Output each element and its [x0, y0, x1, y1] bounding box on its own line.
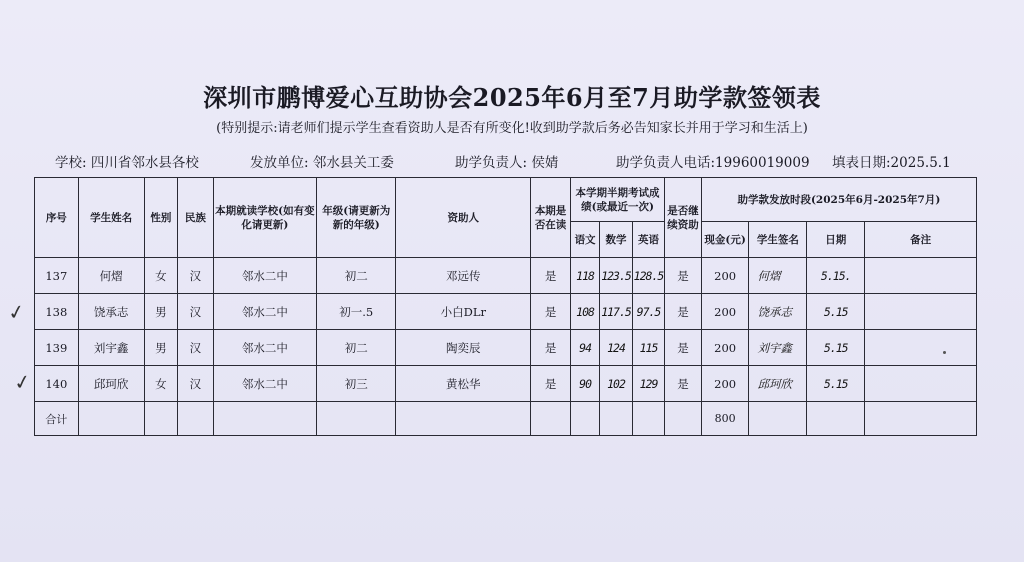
empty-cell	[632, 402, 664, 436]
empty-cell	[749, 402, 807, 436]
cell-sign-date: 5.15	[807, 294, 865, 330]
empty-cell	[144, 402, 177, 436]
cell-signature: 刘宇鑫	[749, 330, 807, 366]
cell-ethnicity: 汉	[178, 258, 214, 294]
cell-chinese: 108	[570, 294, 599, 330]
header-gender: 性别	[144, 178, 177, 258]
cell-name: 何熠	[78, 258, 144, 294]
header-amount: 现金(元)	[701, 222, 749, 258]
cell-math: 117.5	[600, 294, 632, 330]
cell-sign-date: 5.15	[807, 330, 865, 366]
header-no: 序号	[35, 178, 79, 258]
cell-ethnicity: 汉	[178, 366, 214, 402]
header-remarks: 备注	[865, 222, 977, 258]
total-label: 合计	[35, 402, 79, 436]
ink-dot	[943, 351, 946, 354]
cell-school: 邻水二中	[213, 294, 317, 330]
empty-cell	[665, 402, 702, 436]
cell-school: 邻水二中	[213, 258, 317, 294]
cell-school: 邻水二中	[213, 366, 317, 402]
cell-math: 123.5	[600, 258, 632, 294]
empty-cell	[865, 402, 977, 436]
header-chinese: 语文	[570, 222, 599, 258]
empty-cell	[78, 402, 144, 436]
cell-no: 138	[35, 294, 79, 330]
cell-grade: 初三	[317, 366, 396, 402]
cell-gender: 女	[144, 366, 177, 402]
cell-english: 128.5	[632, 258, 664, 294]
cell-no: 137	[35, 258, 79, 294]
cell-remarks	[865, 366, 977, 402]
special-notice: (特别提示:请老师们提示学生查看资助人是否有所变化!收到助学款后务必告知家长并用于学习和生活上)	[216, 121, 808, 136]
fill-date-field: 填表日期:2025.5.1	[832, 155, 951, 171]
header-grade: 年级(请更新为新的年级)	[317, 178, 396, 258]
cell-english: 115	[632, 330, 664, 366]
cell-name: 邱珂欣	[78, 366, 144, 402]
signature-table	[34, 177, 977, 436]
cell-ethnicity: 汉	[178, 330, 214, 366]
header-school: 本期就读学校(如有变化请更新)	[213, 178, 317, 258]
cell-no: 139	[35, 330, 79, 366]
empty-cell	[531, 402, 571, 436]
cell-remarks	[865, 294, 977, 330]
header-signature: 学生签名	[749, 222, 807, 258]
cell-sponsor: 陶奕辰	[396, 330, 531, 366]
empty-cell	[600, 402, 632, 436]
cell-grade: 初二	[317, 258, 396, 294]
contact-field: 助学负责人: 侯婧	[455, 155, 559, 171]
cell-enrolled: 是	[531, 258, 571, 294]
cell-sponsor: 邓远传	[396, 258, 531, 294]
cell-gender: 女	[144, 258, 177, 294]
cell-chinese: 94	[570, 330, 599, 366]
total-row	[35, 402, 977, 436]
table-row	[35, 330, 977, 366]
header-sponsor: 资助人	[396, 178, 531, 258]
cell-school: 邻水二中	[213, 330, 317, 366]
cell-enrolled: 是	[531, 330, 571, 366]
cell-amount: 200	[701, 330, 749, 366]
check-mark-icon: ✓	[6, 298, 27, 326]
header-enrolled: 本期是否在读	[531, 178, 571, 258]
cell-sign-date: 5.15.	[807, 258, 865, 294]
cell-grade: 初一.5	[317, 294, 396, 330]
cell-amount: 200	[701, 258, 749, 294]
header-sign-date: 日期	[807, 222, 865, 258]
phone-field: 助学负责人电话:19960019009	[616, 155, 810, 171]
cell-signature: 何熠	[749, 258, 807, 294]
cell-math: 102	[600, 366, 632, 402]
cell-remarks	[865, 258, 977, 294]
cell-math: 124	[600, 330, 632, 366]
cell-remarks	[865, 330, 977, 366]
cell-continue: 是	[665, 330, 702, 366]
cell-sponsor: 黄松华	[396, 366, 531, 402]
header-math: 数学	[600, 222, 632, 258]
issuer-field: 发放单位: 邻水县关工委	[250, 155, 394, 171]
empty-cell	[213, 402, 317, 436]
cell-continue: 是	[665, 366, 702, 402]
form-title: 深圳市鹏博爱心互助协会2025年6月至7月助学款签领表	[203, 83, 821, 112]
empty-cell	[317, 402, 396, 436]
cell-continue: 是	[665, 294, 702, 330]
school-field: 学校: 四川省邻水县各校	[55, 155, 199, 171]
cell-chinese: 90	[570, 366, 599, 402]
empty-cell	[178, 402, 214, 436]
cell-signature: 邱珂欣	[749, 366, 807, 402]
total-amount: 800	[701, 402, 749, 436]
header-continue: 是否继续资助	[665, 178, 702, 258]
cell-english: 129	[632, 366, 664, 402]
table-row	[35, 258, 977, 294]
cell-amount: 200	[701, 366, 749, 402]
table-row	[35, 366, 977, 402]
header-period: 助学款发放时段(2025年6月-2025年7月)	[701, 178, 976, 222]
cell-continue: 是	[665, 258, 702, 294]
table-row	[35, 294, 977, 330]
cell-sign-date: 5.15	[807, 366, 865, 402]
cell-grade: 初二	[317, 330, 396, 366]
check-mark-icon: ✓	[12, 368, 33, 396]
cell-english: 97.5	[632, 294, 664, 330]
cell-enrolled: 是	[531, 294, 571, 330]
cell-sponsor: 小白DLr	[396, 294, 531, 330]
header-row	[35, 178, 977, 222]
cell-no: 140	[35, 366, 79, 402]
empty-cell	[396, 402, 531, 436]
cell-gender: 男	[144, 294, 177, 330]
empty-cell	[570, 402, 599, 436]
cell-amount: 200	[701, 294, 749, 330]
header-ethnicity: 民族	[178, 178, 214, 258]
header-name: 学生姓名	[78, 178, 144, 258]
cell-signature: 饶承志	[749, 294, 807, 330]
cell-chinese: 118	[570, 258, 599, 294]
empty-cell	[807, 402, 865, 436]
cell-enrolled: 是	[531, 366, 571, 402]
cell-gender: 男	[144, 330, 177, 366]
header-scores: 本学期半期考试成绩(或最近一次)	[570, 178, 664, 222]
header-english: 英语	[632, 222, 664, 258]
cell-name: 刘宇鑫	[78, 330, 144, 366]
cell-name: 饶承志	[78, 294, 144, 330]
cell-ethnicity: 汉	[178, 294, 214, 330]
